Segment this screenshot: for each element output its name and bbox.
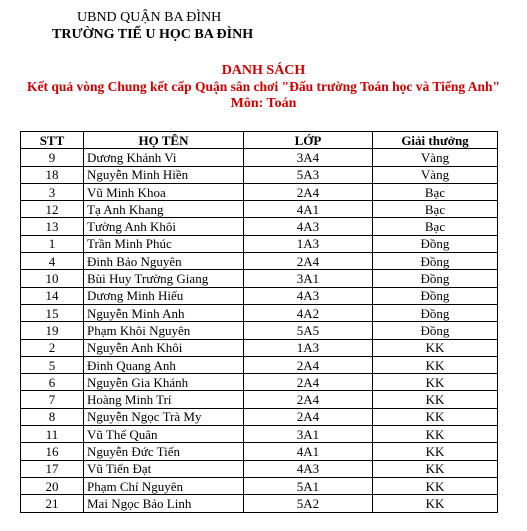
cell-award: KK [373, 495, 498, 512]
cell-class: 4A3 [244, 218, 373, 235]
cell-award: Vàng [373, 149, 498, 166]
cell-award: Bạc [373, 201, 498, 218]
table-header-row [21, 132, 498, 149]
column-header-name: HỌ TÊN [84, 132, 244, 149]
cell-class: 2A4 [244, 183, 373, 200]
table-row [21, 218, 498, 235]
cell-name: Vũ Tiến Đạt [84, 460, 244, 477]
cell-name: Đinh Bảo Nguyên [84, 253, 244, 270]
cell-stt: 11 [21, 426, 84, 443]
cell-stt: 15 [21, 304, 84, 321]
cell-name: Vũ Thế Quân [84, 426, 244, 443]
cell-class: 5A5 [244, 322, 373, 339]
cell-name: Nguyễn Ngọc Trà My [84, 408, 244, 425]
cell-name: Nguyễn Đức Tiến [84, 443, 244, 460]
organization-name: UBND QUẬN BA ĐÌNH [77, 10, 222, 25]
table-row [21, 253, 498, 270]
cell-award: KK [373, 356, 498, 373]
table-row [21, 477, 498, 494]
column-header-award: Giải thưởng [373, 132, 498, 149]
cell-stt: 9 [21, 149, 84, 166]
cell-class: 3A1 [244, 426, 373, 443]
document-subtitle: Kết quả vòng Chung kết cấp Quận sân chơi "Đấu trường Toán học và Tiếng Anh" [26, 79, 501, 94]
cell-class: 2A4 [244, 391, 373, 408]
table-body [21, 149, 498, 512]
cell-award: KK [373, 426, 498, 443]
cell-class: 5A3 [244, 166, 373, 183]
cell-class: 5A1 [244, 477, 373, 494]
cell-name: Dương Khánh Vi [84, 149, 244, 166]
cell-name: Vũ Minh Khoa [84, 183, 244, 200]
cell-class: 5A2 [244, 495, 373, 512]
cell-stt: 5 [21, 356, 84, 373]
cell-name: Phạm Chí Nguyên [84, 477, 244, 494]
cell-stt: 17 [21, 460, 84, 477]
table-row [21, 408, 498, 425]
cell-award: Vàng [373, 166, 498, 183]
cell-award: Đồng [373, 270, 498, 287]
cell-stt: 16 [21, 443, 84, 460]
cell-award: Đồng [373, 304, 498, 321]
cell-award: Đồng [373, 322, 498, 339]
table-row [21, 183, 498, 200]
table-row [21, 356, 498, 373]
cell-stt: 6 [21, 374, 84, 391]
table-row [21, 339, 498, 356]
cell-award: KK [373, 408, 498, 425]
cell-class: 4A1 [244, 201, 373, 218]
cell-name: Bùi Huy Trường Giang [84, 270, 244, 287]
cell-stt: 10 [21, 270, 84, 287]
cell-name: Nguyễn Minh Anh [84, 304, 244, 321]
cell-class: 2A4 [244, 374, 373, 391]
cell-stt: 4 [21, 253, 84, 270]
cell-class: 2A4 [244, 408, 373, 425]
cell-award: KK [373, 443, 498, 460]
cell-name: Tạ Anh Khang [84, 201, 244, 218]
cell-award: KK [373, 477, 498, 494]
cell-name: Phạm Khôi Nguyên [84, 322, 244, 339]
table-row [21, 460, 498, 477]
table-row [21, 201, 498, 218]
cell-award: KK [373, 460, 498, 477]
cell-stt: 12 [21, 201, 84, 218]
cell-name: Dương Minh Hiếu [84, 287, 244, 304]
cell-name: Nguyễn Minh Hiền [84, 166, 244, 183]
table-row [21, 287, 498, 304]
cell-class: 4A1 [244, 443, 373, 460]
cell-award: Bạc [373, 183, 498, 200]
cell-class: 4A2 [244, 304, 373, 321]
cell-class: 4A3 [244, 287, 373, 304]
results-table [20, 131, 498, 513]
school-name: TRƯỜNG TIỂ U HỌC BA ĐÌNH [52, 27, 254, 42]
cell-award: Đồng [373, 253, 498, 270]
cell-award: KK [373, 391, 498, 408]
cell-stt: 20 [21, 477, 84, 494]
cell-stt: 7 [21, 391, 84, 408]
cell-class: 2A4 [244, 253, 373, 270]
table-row [21, 270, 498, 287]
cell-name: Tường Anh Khôi [84, 218, 244, 235]
table-row [21, 443, 498, 460]
cell-stt: 8 [21, 408, 84, 425]
table-row [21, 149, 498, 166]
table-row [21, 374, 498, 391]
cell-name: Nguyễn Anh Khôi [84, 339, 244, 356]
cell-class: 1A3 [244, 339, 373, 356]
cell-class: 3A1 [244, 270, 373, 287]
cell-stt: 2 [21, 339, 84, 356]
table-row [21, 495, 498, 512]
cell-class: 2A4 [244, 356, 373, 373]
cell-stt: 18 [21, 166, 84, 183]
cell-stt: 3 [21, 183, 84, 200]
table-row [21, 391, 498, 408]
cell-name: Nguyễn Gia Khánh [84, 374, 244, 391]
cell-award: Đồng [373, 287, 498, 304]
cell-class: 1A3 [244, 235, 373, 252]
cell-stt: 14 [21, 287, 84, 304]
cell-stt: 13 [21, 218, 84, 235]
cell-class: 3A4 [244, 149, 373, 166]
cell-award: Bạc [373, 218, 498, 235]
table-row [21, 426, 498, 443]
cell-stt: 21 [21, 495, 84, 512]
cell-name: Trần Minh Phúc [84, 235, 244, 252]
column-header-class: LỚP [244, 132, 373, 149]
cell-name: Đinh Quang Anh [84, 356, 244, 373]
table-row [21, 304, 498, 321]
cell-award: KK [373, 339, 498, 356]
subject-line: Môn: Toán [230, 96, 297, 111]
cell-award: Đồng [373, 235, 498, 252]
cell-name: Hoàng Minh Trí [84, 391, 244, 408]
cell-award: KK [373, 374, 498, 391]
table-row [21, 322, 498, 339]
cell-class: 4A3 [244, 460, 373, 477]
column-header-stt: STT [21, 132, 84, 149]
table-row [21, 235, 498, 252]
cell-stt: 1 [21, 235, 84, 252]
cell-name: Mai Ngọc Bảo Linh [84, 495, 244, 512]
document-title: DANH SÁCH [221, 63, 306, 78]
table-row [21, 166, 498, 183]
cell-stt: 19 [21, 322, 84, 339]
